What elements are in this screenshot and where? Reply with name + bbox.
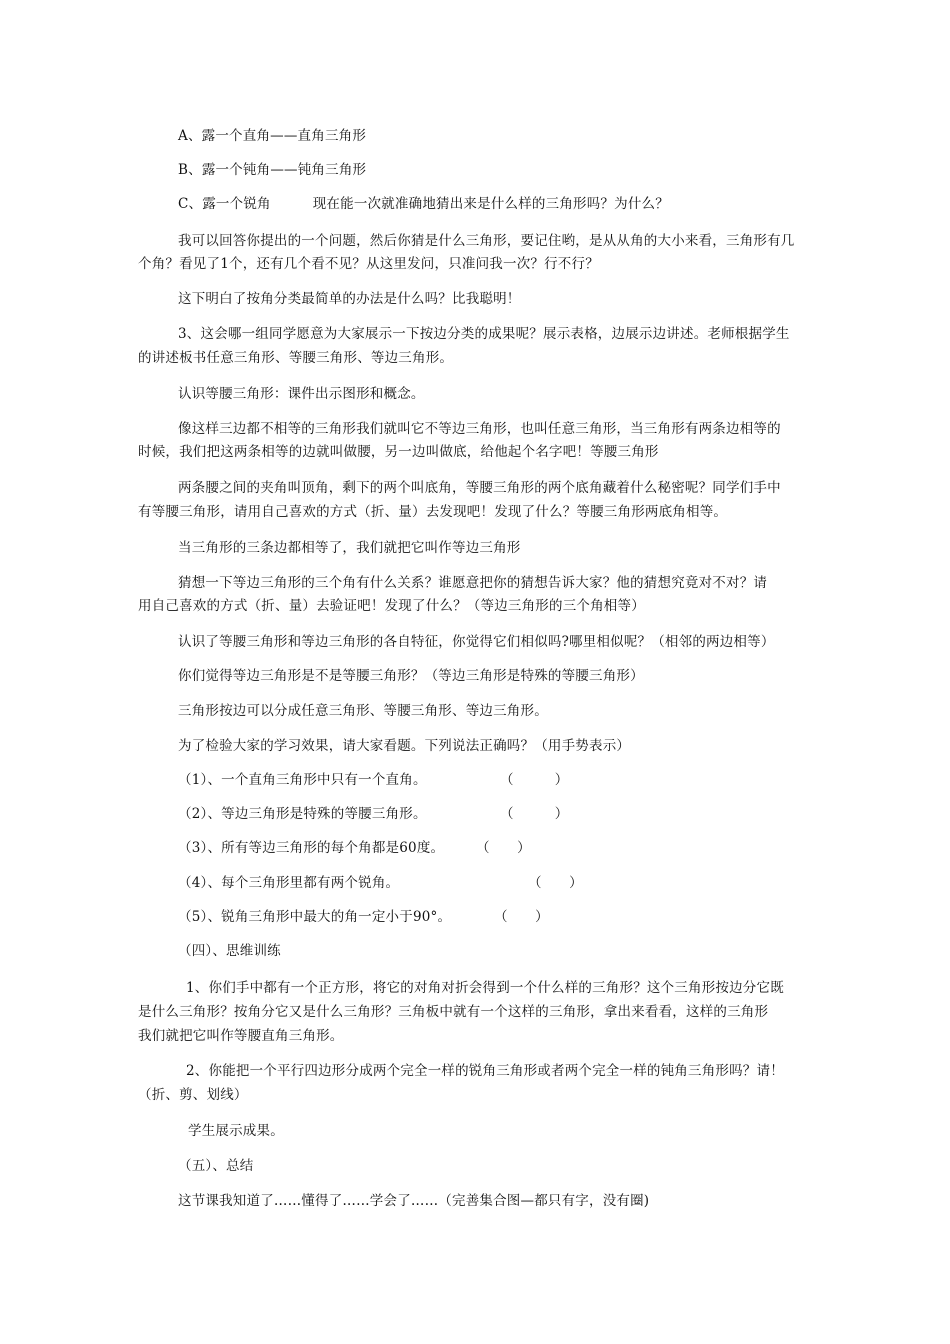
- paragraph: 3、这会哪一组同学愿意为大家展示一下按边分类的成果呢？展示表格，边展示边讲述。老师根据学生: [178, 326, 790, 342]
- paragraph-continuation: 用自己喜欢的方式（折、量）去验证吧！发现了什么？（等边三角形的三个角相等）: [138, 598, 645, 614]
- paragraph: B、露一个钝角——钝角三角形: [178, 162, 367, 178]
- paragraph: 猜想一下等边三角形的三个角有什么关系？谁愿意把你的猜想告诉大家？他的猜想究竟对不对？请: [178, 575, 768, 591]
- text-segment: C、露一个锐角: [178, 196, 271, 212]
- paragraph-continuation: （折、剪、划线）: [138, 1087, 248, 1103]
- paragraph: A、露一个直角——直角三角形: [178, 128, 367, 144]
- paragraph-continuation: 时候，我们把这两条相等的边就叫做腰，另一边叫做底，给他起个名字吧！等腰三角形: [138, 444, 659, 460]
- quiz-item: [178, 840, 531, 857]
- quiz-item: [178, 875, 583, 892]
- paragraph: [178, 196, 669, 213]
- quiz-item: [178, 909, 549, 926]
- paragraph: 这下明白了按角分类最简单的办法是什么吗？比我聪明！: [178, 291, 521, 307]
- answer-blank: （ ）: [500, 806, 569, 822]
- quiz-question: （3）、所有等边三角形的每个角都是60度。: [178, 840, 445, 856]
- quiz-item: [178, 772, 569, 789]
- paragraph: 学生展示成果。: [188, 1123, 284, 1139]
- paragraph: 2、你能把一个平行四边形分成两个完全一样的锐角三角形或者两个完全一样的钝角三角形吗？请！: [186, 1063, 784, 1079]
- paragraph: 三角形按边可以分成任意三角形、等腰三角形、等边三角形。: [178, 703, 548, 719]
- section-heading: （四）、思维训练: [178, 943, 281, 959]
- quiz-question: （2）、等边三角形是特殊的等腰三角形。: [178, 806, 427, 822]
- paragraph: 像这样三边都不相等的三角形我们就叫它不等边三角形，也叫任意三角形，当三角形有两条边相等的: [178, 421, 781, 437]
- paragraph: 我可以回答你提出的一个问题，然后你猜是什么三角形，要记住哟，是从从角的大小来看，三角形有几: [178, 233, 795, 249]
- paragraph: 当三角形的三条边都相等了，我们就把它叫作等边三角形: [178, 540, 521, 556]
- paragraph: 认识等腰三角形：课件出示图形和概念。: [178, 386, 425, 402]
- quiz-question: （1）、一个直角三角形中只有一个直角。: [178, 772, 427, 788]
- answer-blank: （ ）: [528, 875, 583, 891]
- quiz-question: （5）、锐角三角形中最大的角一定小于90°。: [178, 909, 452, 925]
- quiz-question: （4）、每个三角形里都有两个锐角。: [178, 875, 400, 891]
- paragraph-continuation: 我们就把它叫作等腰直角三角形。: [138, 1028, 344, 1044]
- paragraph: 为了检验大家的学习效果，请大家看题。下列说法正确吗？（用手势表示）: [178, 738, 631, 754]
- paragraph-continuation: 有等腰三角形，请用自己喜欢的方式（折、量）去发现吧！发现了什么？等腰三角形两底角相等。: [138, 504, 728, 520]
- paragraph: 1、你们手中都有一个正方形，将它的对角对折会得到一个什么样的三角形？这个三角形按边分它既: [186, 980, 784, 996]
- section-heading: （五）、总结: [178, 1158, 254, 1174]
- text-segment: 现在能一次就准确地猜出来是什么样的三角形吗？为什么？: [312, 196, 669, 212]
- paragraph-continuation: 的讲述板书任意三角形、等腰三角形、等边三角形。: [138, 350, 454, 366]
- paragraph: 两条腰之间的夹角叫顶角，剩下的两个叫底角，等腰三角形的两个底角藏着什么秘密呢？同学们手中: [178, 480, 781, 496]
- paragraph-continuation: 个角？看见了1个，还有几个看不见？从这里发问，只准问我一次？行不行？: [138, 256, 599, 272]
- answer-blank: （ ）: [494, 909, 549, 925]
- paragraph-continuation: 是什么三角形？按角分它又是什么三角形？三角板中就有一个这样的三角形，拿出来看看，这样的三角形: [138, 1004, 769, 1020]
- quiz-item: [178, 806, 569, 823]
- paragraph: 认识了等腰三角形和等边三角形的各自特征，你觉得它们相似吗?哪里相似呢？（相邻的两边相等）: [178, 634, 775, 650]
- paragraph: 你们觉得等边三角形是不是等腰三角形？（等边三角形是特殊的等腰三角形）: [178, 668, 644, 684]
- answer-blank: （ ）: [476, 840, 531, 856]
- answer-blank: （ ）: [500, 772, 569, 788]
- paragraph: 这节课我知道了……懂得了……学会了……（完善集合图—都只有字，没有圈): [178, 1193, 650, 1209]
